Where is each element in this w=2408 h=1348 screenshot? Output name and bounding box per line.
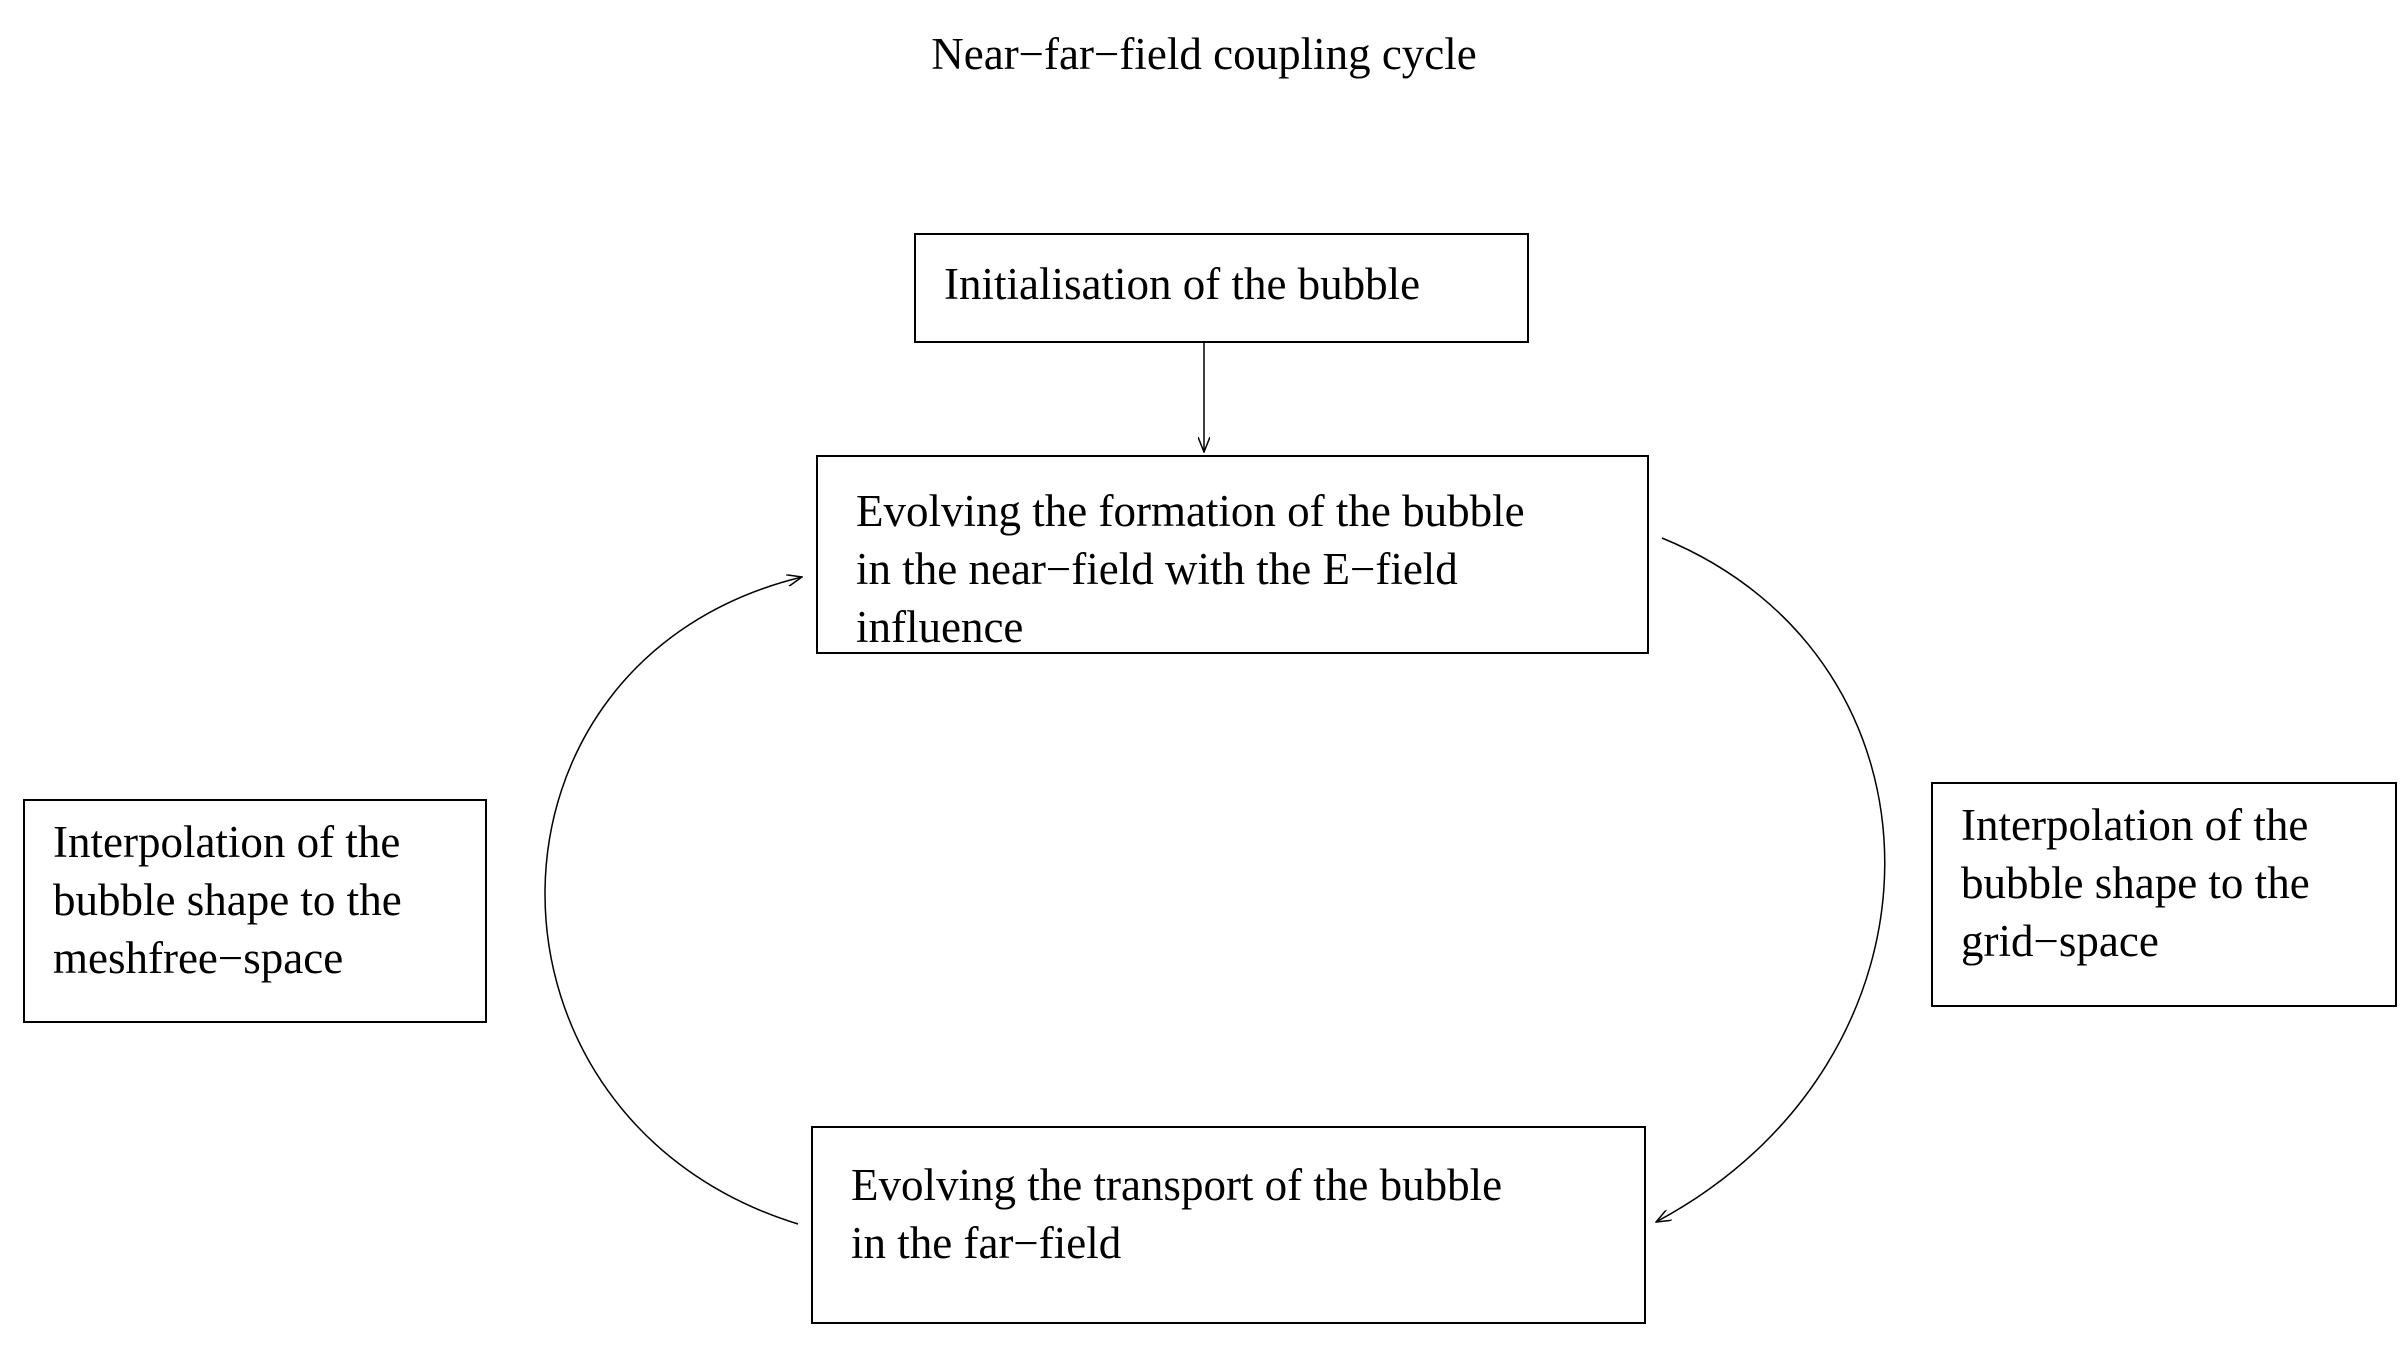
node-near-field-line-3: influence bbox=[856, 602, 1024, 652]
node-initialisation bbox=[914, 233, 1529, 343]
node-far-field-line-2: in the far−field bbox=[851, 1218, 1122, 1268]
node-far-field-transport bbox=[811, 1126, 1646, 1324]
node-interpolation-grid bbox=[1931, 782, 2397, 1007]
node-near-field-line-1: Evolving the formation of the bubble bbox=[856, 486, 1525, 536]
node-far-field-line-1: Evolving the transport of the bubble bbox=[851, 1160, 1503, 1210]
node-meshfree-line-3: meshfree−space bbox=[53, 933, 344, 983]
node-grid-line-3: grid−space bbox=[1961, 916, 2159, 966]
arrow-near-field-to-far-field bbox=[1656, 538, 1885, 1222]
node-meshfree-line-2: bubble shape to the bbox=[53, 875, 402, 925]
node-interpolation-meshfree bbox=[23, 799, 487, 1023]
node-initialisation-line: Initialisation of the bubble bbox=[944, 259, 1421, 309]
diagram-title: Near−far−field coupling cycle bbox=[931, 29, 1477, 79]
node-grid-line-1: Interpolation of the bbox=[1961, 800, 2309, 850]
arrow-far-field-to-near-field bbox=[545, 577, 802, 1224]
node-meshfree-line-1: Interpolation of the bbox=[53, 817, 401, 867]
node-near-field-formation bbox=[816, 455, 1649, 654]
node-near-field-line-2: in the near−field with the E−field bbox=[856, 544, 1458, 594]
node-grid-line-2: bubble shape to the bbox=[1961, 858, 2310, 908]
